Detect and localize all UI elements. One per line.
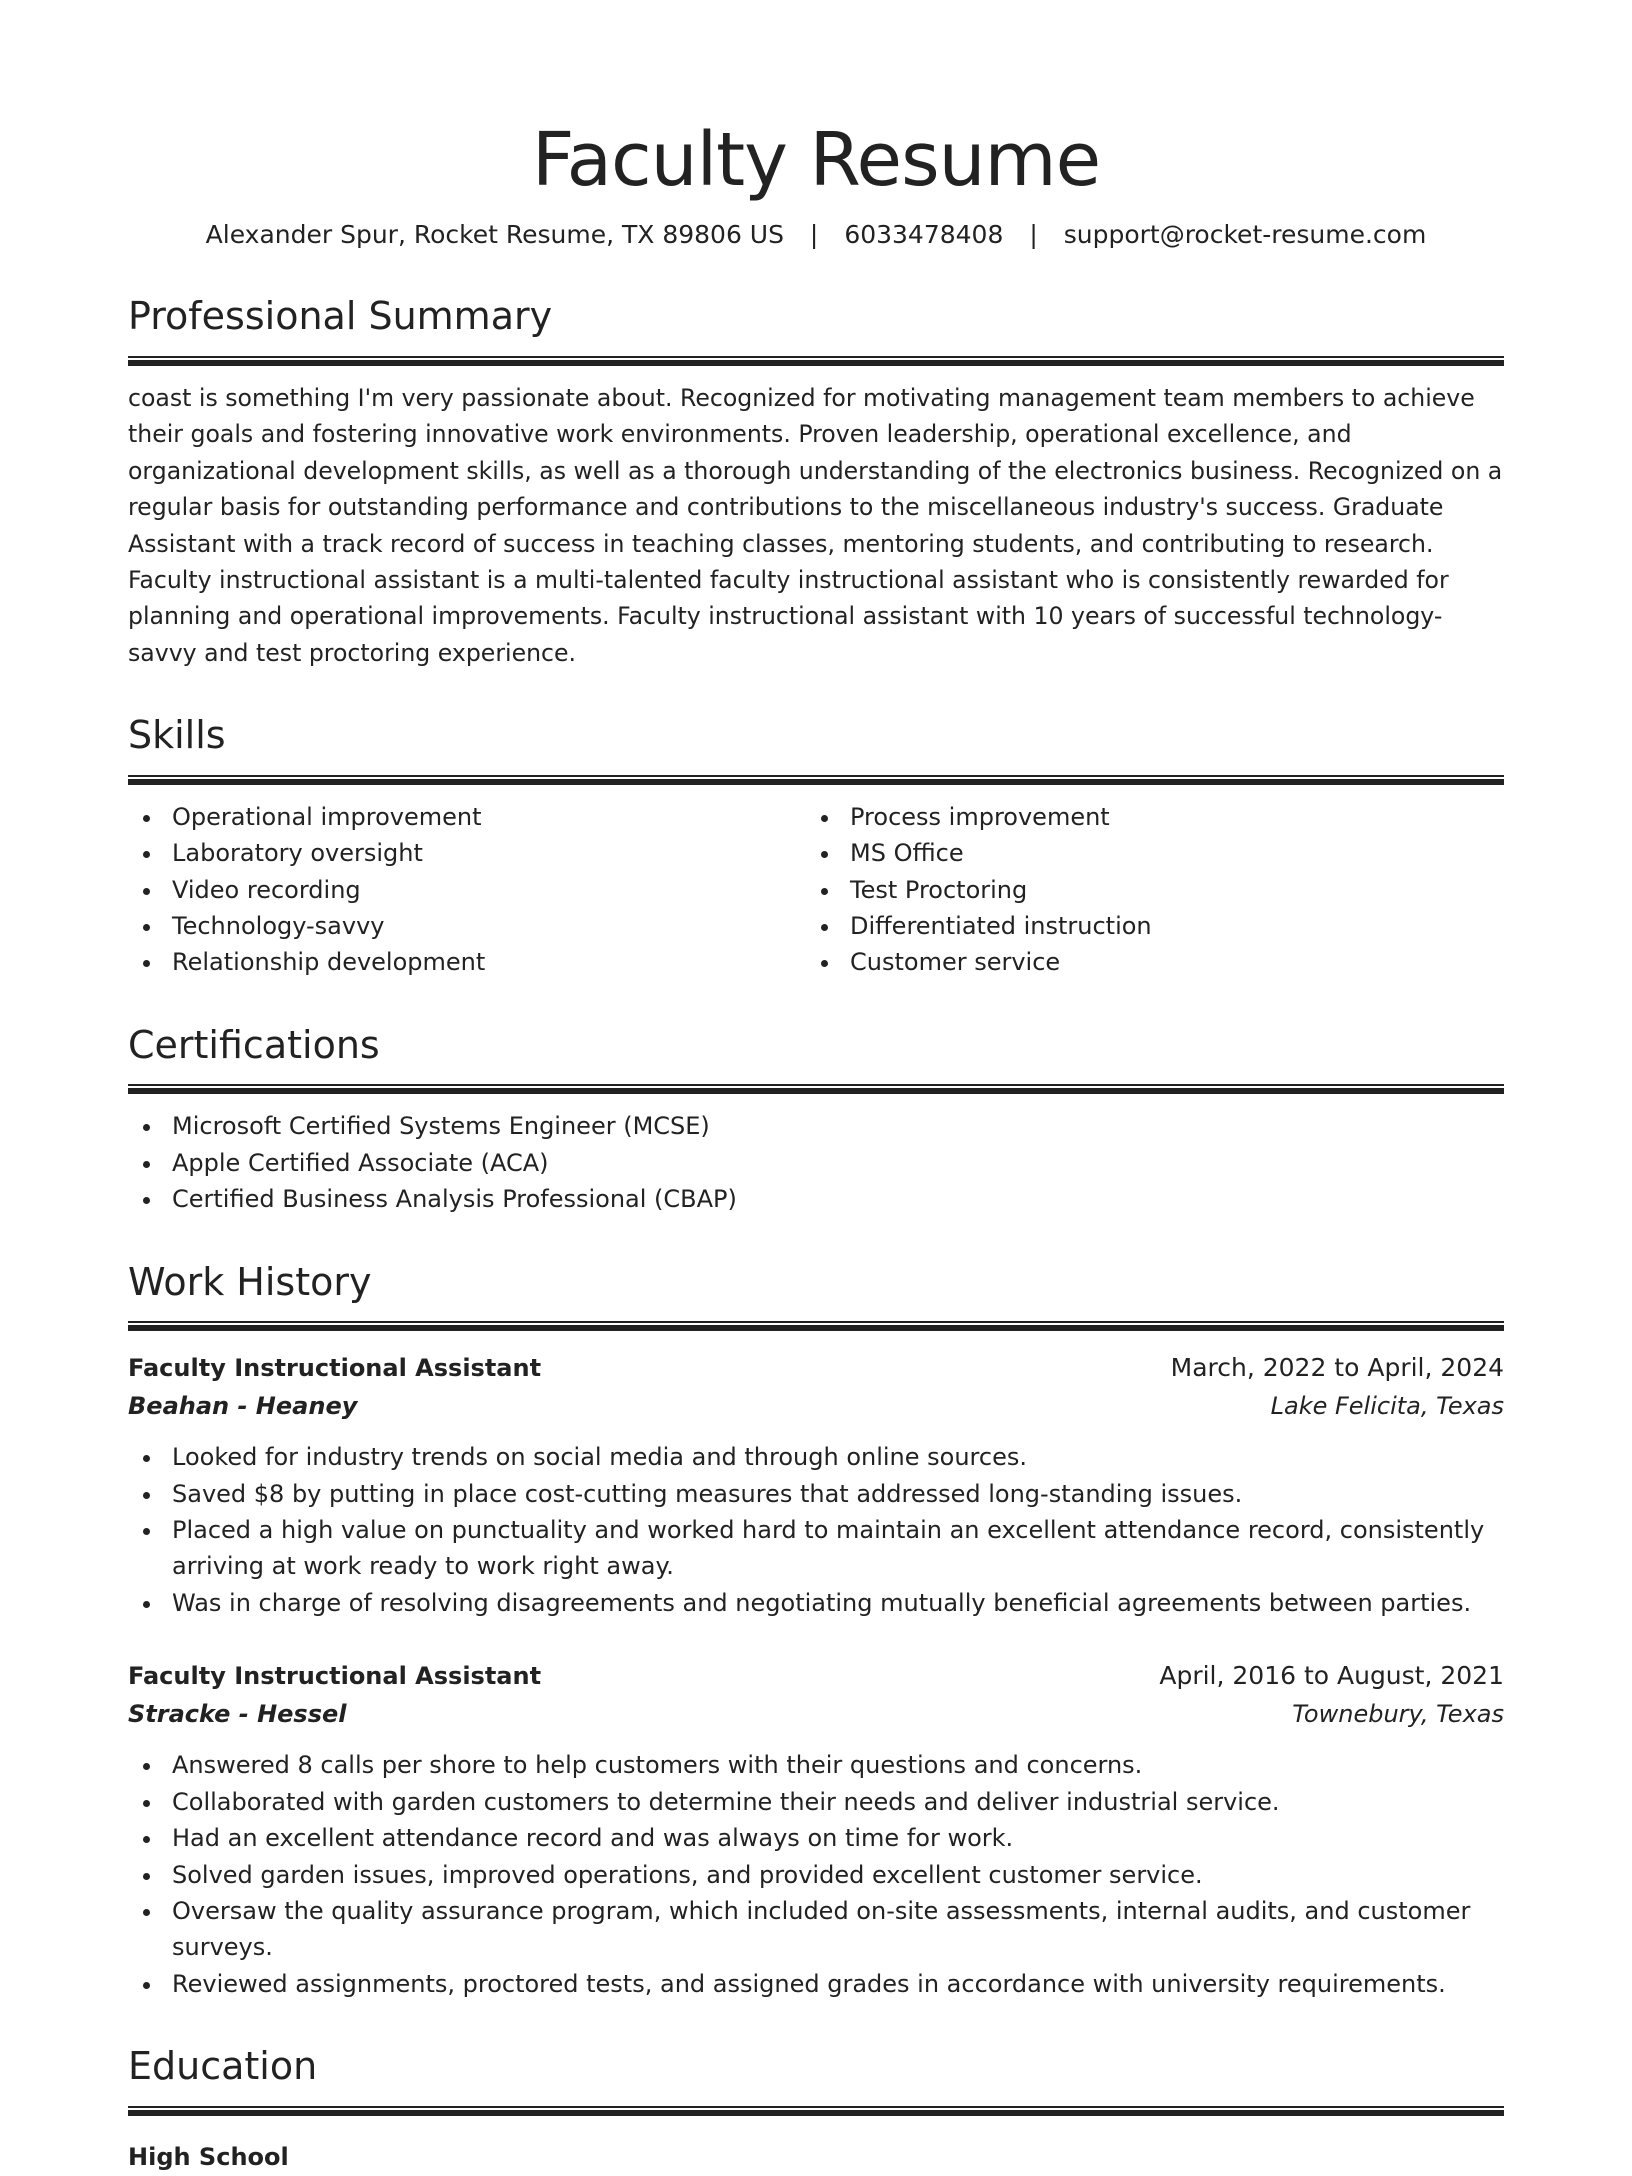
certifications-list xyxy=(128,1108,1504,1217)
job-duty-item: Placed a high value on punctuality and worked hard to maintain an excellent attendance record, consistently arriving at work ready to work right away. xyxy=(128,1512,1504,1585)
certifications-heading: Certifications xyxy=(128,1022,380,1067)
job-company: Beahan - Heaney xyxy=(128,1392,358,1421)
job-company: Stracke - Hessel xyxy=(128,1700,347,1729)
job-header-row xyxy=(128,1657,1504,1695)
certification-item: Certified Business Analysis Professional (CBAP) xyxy=(128,1181,1504,1217)
section-divider xyxy=(128,356,1504,366)
job-subheader-row xyxy=(128,1387,1504,1425)
skill-item: Process improvement xyxy=(806,799,1504,835)
skill-item: MS Office xyxy=(806,835,1504,871)
education-heading: Education xyxy=(128,2044,318,2089)
job-duties-list xyxy=(128,1747,1504,2002)
job-duty-item: Solved garden issues, improved operations, and provided excellent customer service. xyxy=(128,1857,1504,1893)
job-duty-item: Saved $8 by putting in place cost-cutting measures that addressed long-standing issues. xyxy=(128,1476,1504,1512)
education-degree: High School xyxy=(128,2142,289,2171)
job-duty-item: Looked for industry trends on social media and through online sources. xyxy=(128,1439,1504,1475)
section-divider xyxy=(128,1321,1504,1331)
work-history-section xyxy=(128,1260,1504,2002)
skill-item: Relationship development xyxy=(128,944,806,980)
certification-item: Apple Certified Associate (ACA) xyxy=(128,1145,1504,1181)
contact-address: Alexander Spur, Rocket Resume, TX 89806 US xyxy=(205,220,784,250)
summary-text: coast is something I'm very passionate about. Recognized for motivating management team members to achieve their goals and fostering innovative work environments. Proven leadership, operational excellence, and organizational development skills, as well as a thorough understanding of the electronics business. Recognized on a regular basis for outstanding performance and contributions to the miscellaneous industry's success. Graduate Assistant with a track record of success in teaching classes, mentoring students, and contributing to research. Faculty instructional assistant is a multi-talented faculty instructional assistant who is consistently rewarded for planning and operational improvements. Faculty instructional assistant with 10 years of successful technology-savvy and test proctoring experience. xyxy=(128,383,1503,667)
contact-separator: | xyxy=(809,220,819,250)
job-duty-item: Reviewed assignments, proctored tests, and assigned grades in accordance with university requirements. xyxy=(128,1966,1504,2002)
job-duty-item: Answered 8 calls per shore to help customers with their questions and concerns. xyxy=(128,1747,1504,1783)
job-entry xyxy=(128,1657,1504,2002)
skills-section xyxy=(128,713,1504,981)
contact-phone: 6033478408 xyxy=(844,220,1004,250)
skills-list-left xyxy=(128,799,806,981)
skill-item: Video recording xyxy=(128,872,806,908)
job-location: Townebury, Texas xyxy=(1292,1700,1504,1729)
job-location: Lake Felicita, Texas xyxy=(1270,1392,1504,1421)
work-history-heading: Work History xyxy=(128,1259,372,1304)
job-title: Faculty Instructional Assistant xyxy=(128,1662,542,1691)
skills-grid xyxy=(128,785,1504,981)
job-header-row xyxy=(128,1349,1504,1387)
skill-item: Customer service xyxy=(806,944,1504,980)
skill-item: Test Proctoring xyxy=(806,872,1504,908)
job-duty-item: Collaborated with garden customers to determine their needs and deliver industrial service. xyxy=(128,1784,1504,1820)
job-subheader-row xyxy=(128,1695,1504,1733)
skill-item: Differentiated instruction xyxy=(806,908,1504,944)
section-divider xyxy=(128,2106,1504,2116)
certification-item: Microsoft Certified Systems Engineer (MCSE) xyxy=(128,1108,1504,1144)
section-divider xyxy=(128,775,1504,785)
job-title: Faculty Instructional Assistant xyxy=(128,1354,542,1383)
skill-item: Operational improvement xyxy=(128,799,806,835)
job-duties-list xyxy=(128,1439,1504,1621)
education-section xyxy=(128,2044,1504,2176)
section-divider xyxy=(128,1084,1504,1094)
job-dates: April, 2016 to August, 2021 xyxy=(1159,1661,1504,1691)
summary-heading: Professional Summary xyxy=(128,294,553,339)
skills-heading: Skills xyxy=(128,713,226,758)
resume-title: Faculty Resume xyxy=(531,117,1101,203)
summary-section xyxy=(128,294,1504,671)
job-dates: March, 2022 to April, 2024 xyxy=(1170,1353,1504,1383)
job-entry xyxy=(128,1349,1504,1621)
certifications-section xyxy=(128,1023,1504,1218)
skills-list-right xyxy=(806,799,1504,981)
job-duty-item: Had an excellent attendance record and was always on time for work. xyxy=(128,1820,1504,1856)
contact-email: support@rocket-resume.com xyxy=(1063,220,1427,250)
contact-separator: | xyxy=(1029,220,1038,250)
skill-item: Laboratory oversight xyxy=(128,835,806,871)
job-duty-item: Oversaw the quality assurance program, which included on-site assessments, internal audits, and customer surveys. xyxy=(128,1893,1504,1966)
contact-line xyxy=(128,217,1504,252)
job-duty-item: Was in charge of resolving disagreements and negotiating mutually beneficial agreements between parties. xyxy=(128,1585,1504,1621)
skill-item: Technology-savvy xyxy=(128,908,806,944)
